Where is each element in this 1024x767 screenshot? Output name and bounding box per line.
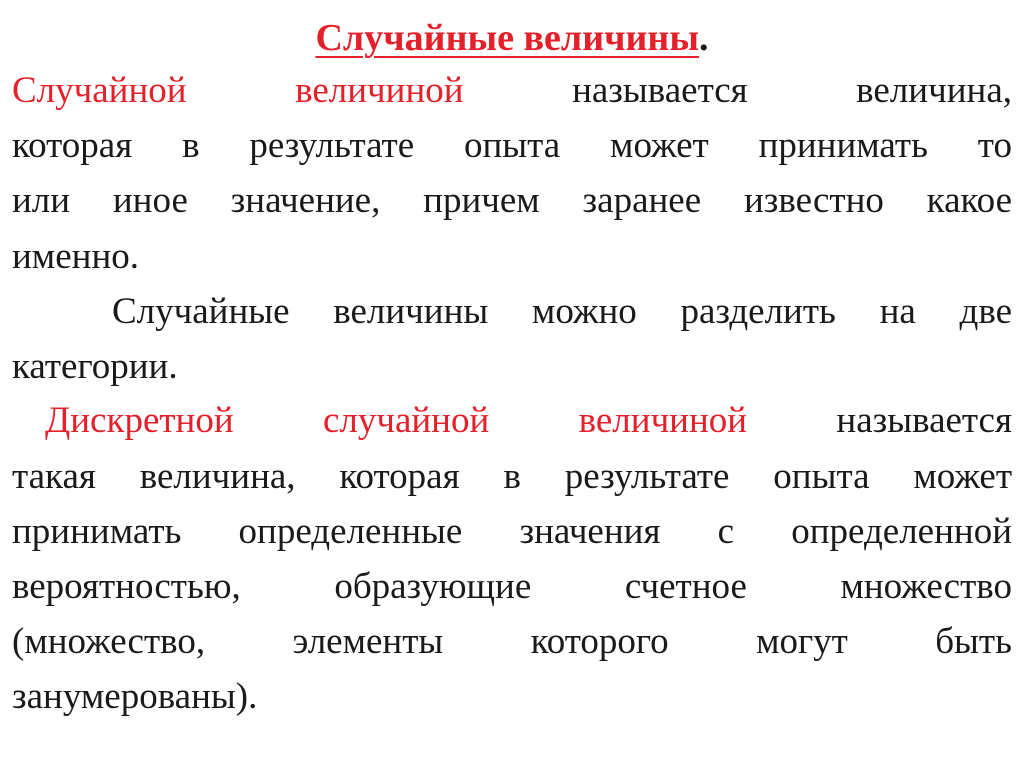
p1-line-4: именно.	[12, 236, 139, 277]
term-sluchainoi-2: случайной	[322, 400, 490, 441]
word-veroyatnostyu: вероятностью,	[12, 566, 241, 607]
term-sluchainoi: Случайной	[12, 70, 187, 111]
slide-title	[0, 10, 1024, 66]
word-mogut: могут	[756, 621, 848, 662]
word-velichina: величина,	[856, 70, 1012, 111]
term-velichinoi: величиной	[295, 70, 464, 111]
slide-title-text: Случайные величины	[315, 17, 699, 59]
word-byt: быть	[935, 621, 1012, 662]
p1-line-2: которая в результате опыта может принимать то	[12, 125, 1012, 166]
p2-line-2: категории.	[12, 346, 178, 387]
term-diskretnoi: Дискретной	[45, 400, 234, 441]
word-elementy: элементы	[292, 621, 444, 662]
p3-line-3: принимать определенные значения с определенной	[12, 511, 1012, 552]
p2-line-1: Случайные величины можно разделить на две	[112, 291, 1012, 332]
word-nazyvaetsya: называется	[572, 70, 748, 111]
word-nazyvaetsya-2: называется	[836, 400, 1012, 441]
slide-title-period: .	[699, 17, 709, 59]
word-schetnoe: счетное	[624, 566, 747, 607]
p1-line-3: или иное значение, причем заранее известно какое	[12, 180, 1012, 221]
p3-line-4	[12, 558, 1012, 615]
word-kotorogo: которого	[530, 621, 669, 662]
word-mnozhestvo: множество	[840, 566, 1012, 607]
p3-line-6: занумерованы).	[12, 676, 258, 717]
p3-line-5	[12, 613, 1012, 670]
p3-line-2: такая величина, которая в результате опыта может	[12, 456, 1012, 497]
word-obrazuyushchie: образующие	[334, 566, 532, 607]
p1-line-1	[12, 62, 1012, 119]
p3-line-1	[45, 392, 1012, 449]
word-mnozhestvo-paren: (множество,	[12, 621, 206, 662]
term-velichinoi-2: величиной	[578, 400, 748, 441]
